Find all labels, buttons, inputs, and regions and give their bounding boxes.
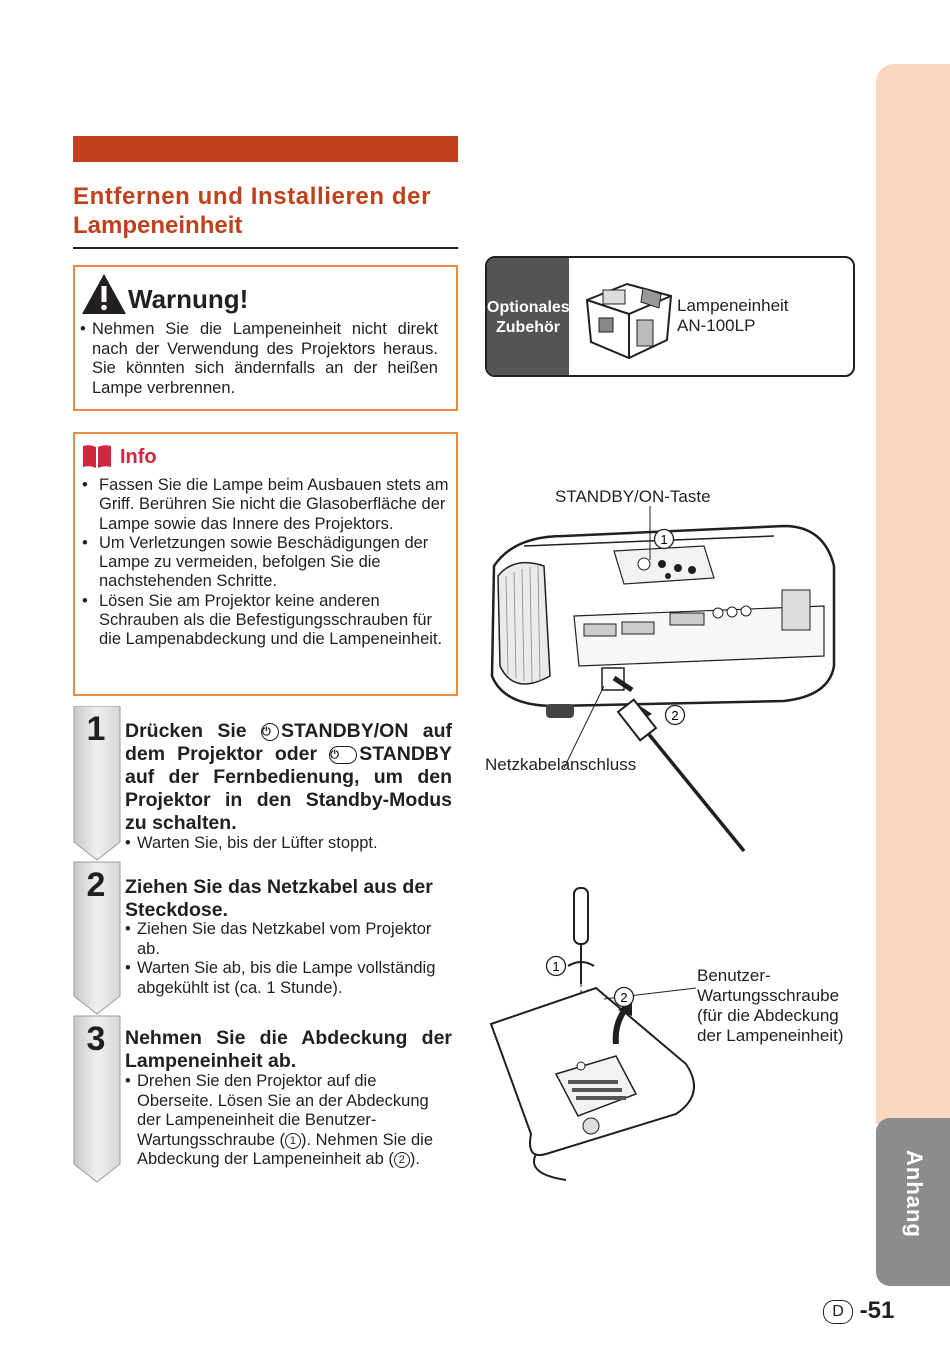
step-1-number: 1 (86, 710, 106, 748)
lamp-unit-model: AN-100LP (677, 316, 756, 335)
projector-rear-illustration (484, 506, 864, 856)
info-item: • Fassen Sie die Lampe beim Ausbauen stets am Griff. Berühren Sie nicht die Glasoberfläche der Lampe sowie das Innere des Projektors. (80, 476, 450, 534)
step-2-number: 2 (86, 866, 106, 904)
title-line-2: Lampeneinheit (73, 212, 243, 239)
step-3-heading: Nehmen Sie die Abdeckung der Lampeneinheit ab. (125, 1027, 452, 1072)
step-1-heading-pre: Drücken Sie (125, 720, 247, 742)
screw-label-line-2: Wartungsschraube (697, 986, 840, 1005)
step-1-heading (125, 720, 452, 835)
title-line-1: Entfernen und Installieren der (73, 183, 432, 210)
page-title (73, 182, 459, 240)
info-list (80, 476, 450, 650)
marker-2-icon (613, 986, 635, 1008)
marker-1-icon (545, 955, 567, 977)
marker-1-text: 1 (660, 532, 668, 547)
lamp-cover-illustration (486, 884, 716, 1184)
step-1-bullets (125, 834, 450, 854)
optional-label-line-2: Zubehör (496, 319, 560, 336)
screw-label-line-3: (für die Abdeckung (697, 1006, 839, 1025)
maintenance-screw-label (697, 966, 843, 1046)
lamp-unit-illustration (579, 270, 679, 366)
info-item: • Lösen Sie am Projektor keine anderen Schrauben als die Befestigungsschrauben für die Lampenabdeckung und die Lampeneinheit. (80, 592, 450, 650)
page-number: D -51 (823, 1297, 894, 1325)
book-icon (80, 443, 114, 471)
screw-label-line-1: Benutzer- (697, 966, 771, 985)
lamp-unit-name (677, 296, 789, 336)
warning-title: Warnung! (128, 284, 249, 314)
info-title: Info (120, 446, 157, 468)
page-prefix: D (823, 1300, 853, 1324)
step-3-bullet-part-c: ). (409, 1150, 420, 1168)
step-3-bullet (125, 1072, 450, 1170)
step-3-bullets (125, 1072, 450, 1170)
optional-label (487, 298, 569, 338)
warning-bullet: • (80, 320, 86, 338)
marker-2-text: 2 (620, 990, 628, 1005)
marker-2-icon (664, 704, 686, 726)
step-2-bullet: • Ziehen Sie das Netzkabel vom Projektor ab. (125, 920, 450, 959)
marker-1-icon (653, 528, 675, 550)
step-2-bullet: • Warten Sie ab, bis die Lampe vollständig abgekühlt ist (ca. 1 Stunde). (125, 959, 450, 998)
warning-text (80, 320, 438, 398)
step-1-heading-standby-on: STANDBY/ON auf dem Projektor oder (125, 720, 452, 765)
standby-on-label: STANDBY/ON-Taste (555, 487, 711, 506)
step-3-bullet-part-b: ). Nehmen Sie die Abdeckung der Lampeneinheit ab ( (137, 1130, 434, 1168)
marker-1-text: 1 (552, 959, 560, 974)
section-color-bar (73, 136, 458, 162)
circle-marker-2: 2 (394, 1152, 410, 1168)
side-tab-background (876, 64, 950, 1124)
screw-label-line-4: der Lampeneinheit) (697, 1026, 844, 1045)
optional-accessory-box (485, 256, 855, 377)
optional-label-line-1: Optionales (487, 299, 570, 316)
step-1-bullet: • Warten Sie, bis der Lüfter stoppt. (125, 834, 450, 854)
title-rule (73, 247, 458, 249)
marker-2-text: 2 (671, 708, 679, 723)
lamp-unit-name-line-1: Lampeneinheit (677, 296, 789, 315)
step-1-heading-standby: STANDBY auf der Fernbedienung, um den Projektor in den Standby-Modus zu schalten. (125, 743, 452, 834)
circle-marker-1: 1 (285, 1133, 301, 1149)
page-number-value: 51 (867, 1297, 895, 1324)
warning-triangle-icon (80, 272, 128, 316)
step-arrow-column (72, 706, 124, 1186)
warning-text-body: Nehmen Sie die Lampeneinheit nicht direkt nach der Verwendung des Projektors heraus. Sie könnten sich ändernfalls an der heißen Lampe verbrennen. (92, 320, 438, 397)
side-tab-label: Anhang (902, 1150, 927, 1238)
step-2-bullets (125, 920, 450, 998)
power-button-icon: ⏻ (261, 723, 279, 741)
step-3-number: 3 (86, 1020, 106, 1058)
step-2-heading: Ziehen Sie das Netzkabel aus der Steckdose. (125, 876, 433, 921)
info-item: • Um Verletzungen sowie Beschädigungen der Lampe zu vermeiden, befolgen Sie die nachstehenden Schritte. (80, 534, 450, 592)
remote-standby-button-icon: ⏻ (329, 746, 357, 764)
power-connector-label: Netzkabelanschluss (485, 755, 637, 774)
step-3-bullet-part-a: Drehen Sie den Projektor auf die Oberseite. Lösen Sie an der Abdeckung der Lampeneinheit die Benutzer-Wartungsschraube ( (137, 1072, 429, 1149)
